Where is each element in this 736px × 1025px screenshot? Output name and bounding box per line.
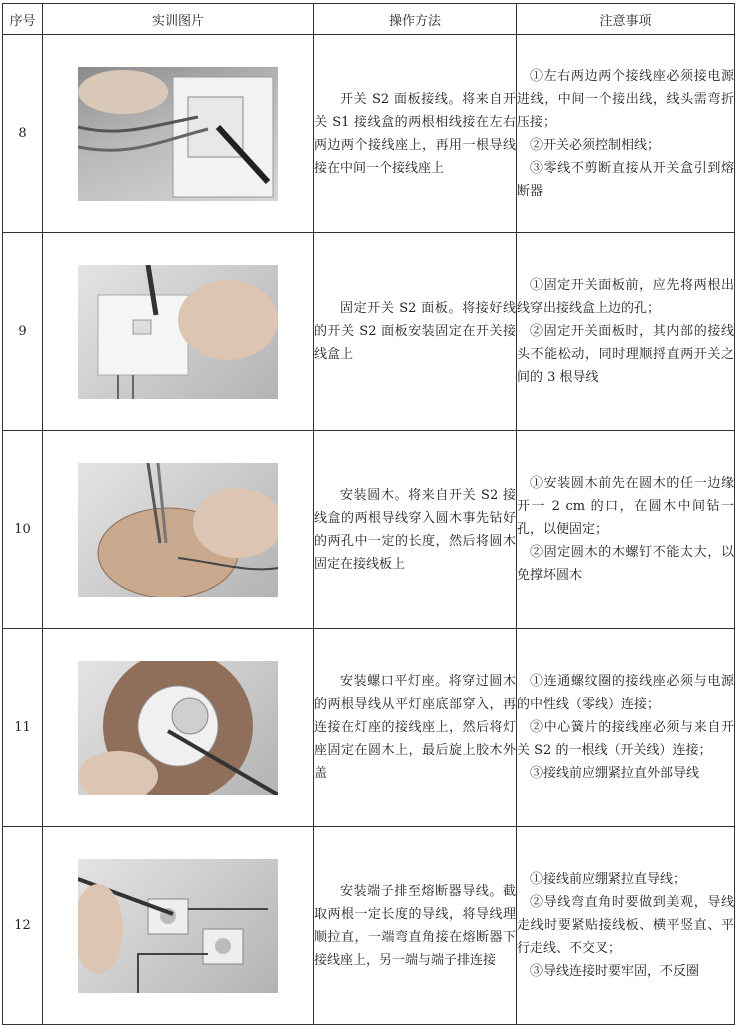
photo-fix-switch-panel: [78, 265, 278, 399]
photo-switch-panel-wiring: [78, 67, 278, 201]
method-text: 安装螺口平灯座。将穿过圆木的两根导线从平灯座底部穿入，再连接在灯座的接线座上，然后将灯座固定在圆木上，最后旋上胶木外盖: [314, 629, 517, 827]
note-item: ②固定开关面板时，其内部的接线头不能松动，同时理顺捋直两开关之间的 3 根导线: [517, 324, 734, 385]
table-row: [3, 431, 735, 629]
method-text: 开关 S2 面板接线。将来自开关 S1 接线盒的两根相线接在左右两边两个接线座上，再用一根导线接在中间一个接线座上: [314, 35, 517, 233]
note-item: ①固定开关面板前，应先将两根出线穿出接线盒上边的孔；: [517, 278, 734, 316]
note-item: ①左右两边两个接线座必须接电源进线，中间一个接出线，线头需弯折压接；: [517, 68, 734, 130]
table-row: [3, 827, 735, 1025]
note-item: ①接线前应绷紧拉直导线；: [530, 872, 687, 887]
notes-cell: [517, 35, 735, 233]
header-row: [3, 4, 735, 35]
header-photo: 实训图片: [43, 4, 314, 35]
method-text: 固定开关 S2 面板。将接好线的开关 S2 面板安装固定在开关接线盒上: [314, 233, 517, 431]
row-index: 10: [3, 431, 43, 629]
notes-cell: [517, 629, 735, 827]
method-text: 安装端子排至熔断器导线。截取两根一定长度的导线，将导线理顺拉直，一端弯直角接在熔断器下接线座上，另一端与端子排连接: [314, 827, 517, 1025]
notes-cell: [517, 827, 735, 1025]
note-item: ②开关必须控制相线；: [530, 137, 661, 153]
photo-install-wood-block: [78, 463, 278, 597]
note-item: ②中心簧片的接线座必须与来自开关 S2 的一根线（开关线）连接；: [517, 720, 734, 758]
photo-terminal-to-fuse-wiring: [78, 859, 278, 993]
row-index: 9: [3, 233, 43, 431]
method-text: 安装圆木。将来自开关 S2 接线盒的两根导线穿入圆木事先钻好的两孔中一定的长度，然后将圆木固定在接线板上: [314, 431, 517, 629]
header-method: 操作方法: [314, 4, 517, 35]
note-item: ②固定圆木的木螺钉不能太大，以免撑坏圆木: [517, 545, 734, 583]
table-row: [3, 233, 735, 431]
table-row: [3, 629, 735, 827]
note-item: ③零线不剪断直接从开关盒引到熔断器: [517, 160, 734, 199]
note-item: ①安装圆木前先在圆木的任一边缘开一 2 cm 的口，在圆木中间钻一孔，以便固定；: [517, 476, 734, 537]
row-index: 11: [3, 629, 43, 827]
notes-cell: [517, 431, 735, 629]
row-index: 12: [3, 827, 43, 1025]
training-table: [2, 3, 735, 1025]
header-notes: 注意事项: [517, 4, 735, 35]
table-row: [3, 35, 735, 233]
header-index: 序号: [3, 4, 43, 35]
note-item: ①连通螺纹圈的接线座必须与电源的中性线（零线）连接；: [517, 674, 734, 712]
row-index: 8: [3, 35, 43, 233]
note-item: ③导线连接时要牢固，不反圈: [530, 964, 700, 979]
note-item: ③接线前应绷紧拉直外部导线: [530, 766, 700, 781]
photo-install-lamp-holder: [78, 661, 278, 795]
notes-cell: [517, 233, 735, 431]
note-item: ②导线弯直角时要做到美观，导线走线时要紧贴接线板、横平竖直、平行走线、不交叉；: [517, 895, 734, 956]
